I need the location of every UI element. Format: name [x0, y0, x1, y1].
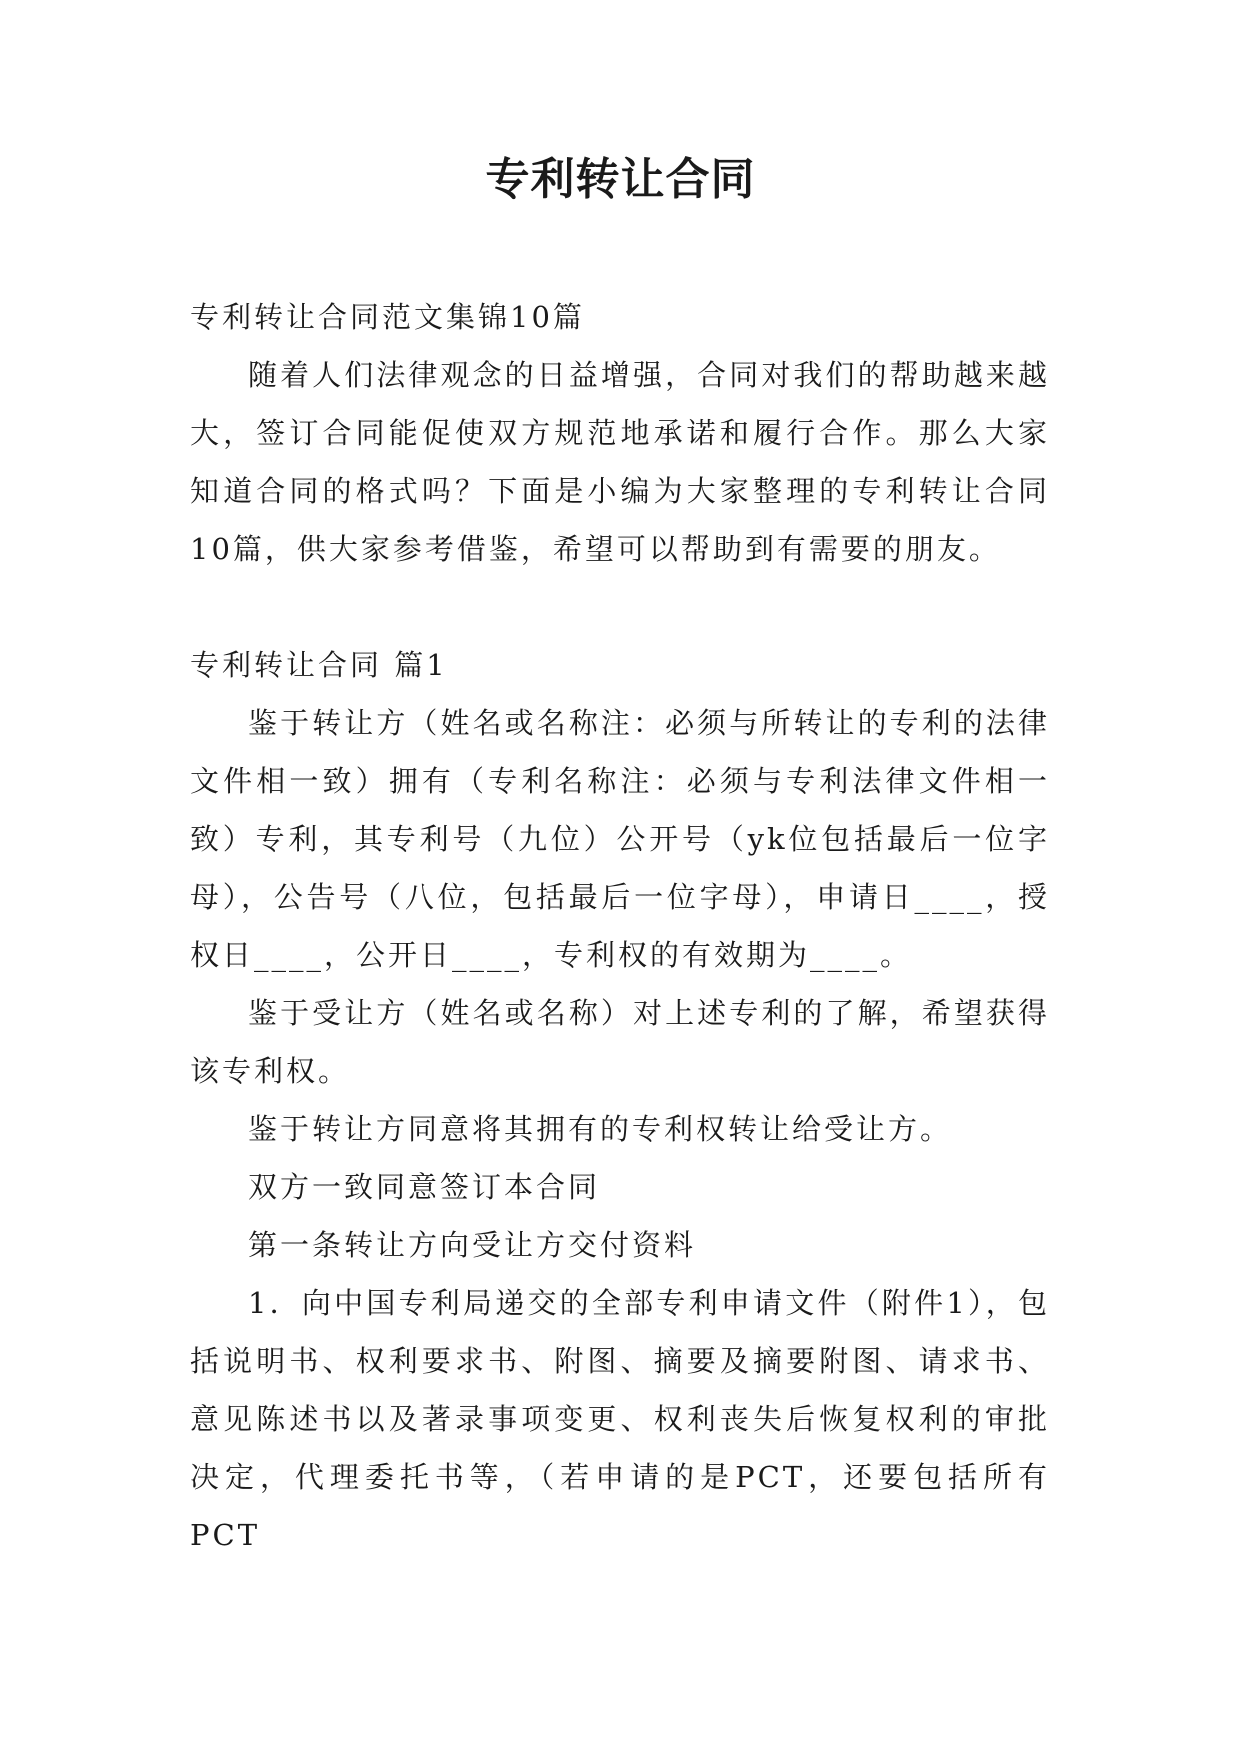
section-heading: 专利转让合同 篇1 [190, 648, 448, 682]
intro-paragraph: 随着人们法律观念的日益增强，合同对我们的帮助越来越大，签订合同能促使双方规范地承诺和履行合作。那么大家知道合同的格式吗？下面是小编为大家整理的专利转让合同10篇，供大家参考借鉴，希望可以帮助到有需要的朋友。 [190, 358, 1050, 566]
body-paragraph: 鉴于转让方同意将其拥有的专利权转让给受让方。 [248, 1112, 953, 1146]
body-paragraph: 鉴于转让方（姓名或名称注：必须与所转让的专利的法律文件相一致）拥有（专利名称注：必须与专利法律文件相一致）专利，其专利号（九位）公开号（yk位包括最后一位字母），公告号（八位，包括最后一位字母），申请日____，授权日____，公开日____，专利权的有效期为____。 [190, 706, 1050, 972]
body-paragraph: 双方一致同意签订本合同 [248, 1170, 601, 1204]
document-body [190, 288, 1050, 1564]
body-paragraph: 鉴于受让方（姓名或名称）对上述专利的了解，希望获得该专利权。 [190, 996, 1050, 1088]
section-gap [190, 578, 1050, 636]
body-paragraph: 1．向中国专利局递交的全部专利申请文件（附件1），包括说明书、权利要求书、附图、摘要及摘要附图、请求书、意见陈述书以及著录事项变更、权利丧失后恢复权利的审批决定，代理委托书等，（若申请的是PCT，还要包括所有PCT [190, 1286, 1050, 1552]
collection-heading: 专利转让合同范文集锦10篇 [190, 300, 585, 334]
body-paragraph: 第一条转让方向受让方交付资料 [248, 1228, 697, 1262]
document-title: 专利转让合同 [485, 154, 756, 205]
